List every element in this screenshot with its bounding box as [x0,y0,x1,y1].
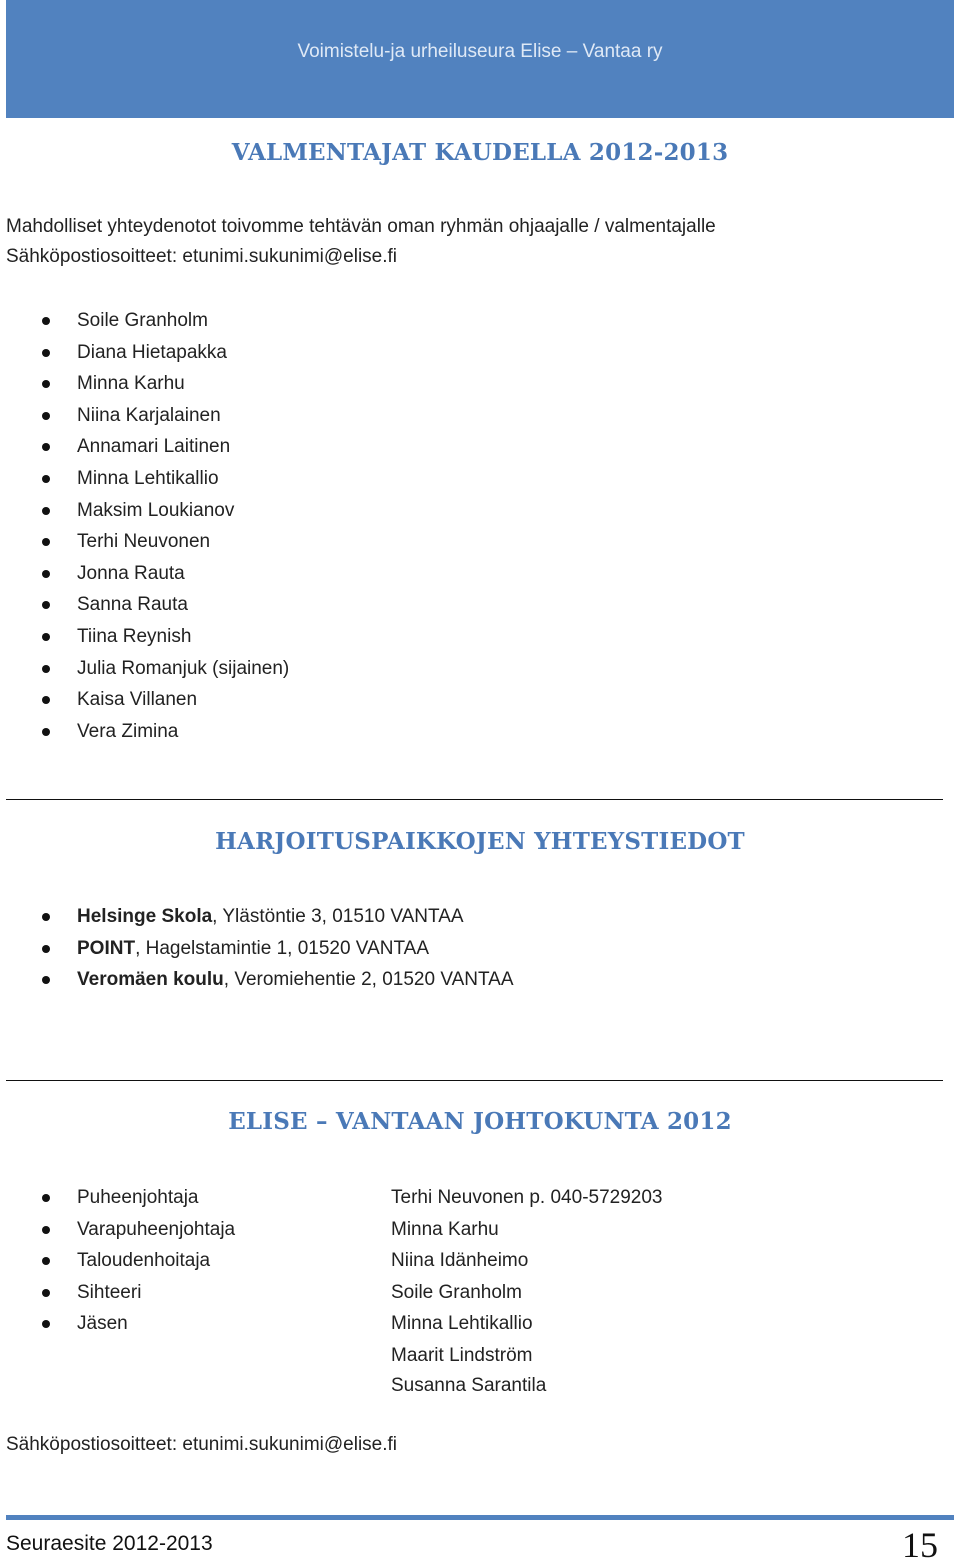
board-role: Varapuheenjohtaja [77,1218,236,1240]
coaches-title: VALMENTAJAT KAUDELLA 2012-2013 [231,139,729,166]
bullet-icon [42,570,50,578]
coach-name: Tiina Reynish [77,625,192,647]
coaches-intro: Mahdolliset yhteydenotot toivomme tehtävän oman ryhmän ohjaajalle / valmentajalle [6,216,716,237]
divider-1 [6,799,943,800]
bullet-icon [42,443,50,451]
board-person: Susanna Sarantila [391,1375,547,1397]
venue-name: Veromäen koulu [77,969,224,991]
coach-name: Jonna Rauta [77,562,185,584]
bullet-icon [42,349,50,357]
bullet-icon [42,412,50,420]
bullet-icon [42,728,50,736]
venue-name: POINT [77,937,136,959]
bullet-icon [42,1194,50,1202]
bullet-icon [42,1257,50,1265]
bullet-icon [42,696,50,704]
divider-2 [6,1080,943,1081]
bullet-icon [42,538,50,546]
coach-name: Julia Romanjuk (sijainen) [77,657,290,679]
bullet-icon [42,317,50,325]
venue-entry [77,933,429,965]
coach-name: Sanna Rauta [77,594,188,616]
bullet-icon [42,601,50,609]
venues-title: HARJOITUSPAIKKOJEN YHTEYSTIEDOT [215,828,745,855]
coach-name: Soile Granholm [77,310,208,331]
bullet-icon [42,1320,50,1328]
bullet-icon [42,507,50,515]
board-person: Maarit Lindström [391,1344,533,1366]
coach-name: Annamari Laitinen [77,436,231,458]
coach-name: Vera Zimina [77,720,179,742]
board-email-note: Sähköpostiosoitteet: etunimi.sukunimi@elise.fi [6,1434,398,1455]
coach-name: Diana Hietapakka [77,341,227,363]
footer-rule [6,1515,954,1520]
venue-address: , Hagelstamintie 1, 01520 VANTAA [135,937,430,959]
board-role: Jäsen [77,1313,128,1335]
venue-address: , Ylästöntie 3, 01510 VANTAA [212,906,464,927]
board-person: Terhi Neuvonen p. 040-5729203 [391,1187,663,1208]
board-role: Puheenjohtaja [77,1187,199,1208]
coach-name: Terhi Neuvonen [77,531,211,553]
board-role: Taloudenhoitaja [77,1250,211,1272]
coach-name: Minna Karhu [77,373,185,395]
venue-entry [77,964,514,996]
venue-name: Helsinge Skola [77,906,213,927]
page-number: 15 [902,1525,938,1565]
coaches-email-note: Sähköpostiosoitteet: etunimi.sukunimi@elise.fi [6,246,398,267]
coach-name: Kaisa Villanen [77,689,198,711]
bullet-icon [42,1289,50,1297]
coach-name: Niina Karjalainen [77,404,221,426]
bullet-icon [42,633,50,641]
board-role: Sihteeri [77,1281,142,1303]
venue-address: , Veromiehentie 2, 01520 VANTAA [223,969,514,991]
header-org-name: Voimistelu-ja urheiluseura Elise – Vantaa ry [297,41,663,62]
board-person: Minna Lehtikallio [391,1313,533,1335]
bullet-icon [42,380,50,388]
board-person: Niina Idänheimo [391,1250,529,1272]
board-title: ELISE – VANTAAN JOHTOKUNTA 2012 [228,1108,732,1135]
venue-entry [77,901,464,933]
bullet-icon [42,665,50,673]
bullet-icon [42,913,50,921]
board-person: Soile Granholm [391,1281,522,1303]
board-person: Minna Karhu [391,1218,499,1240]
footer-title: Seuraesite 2012-2013 [6,1532,213,1555]
bullet-icon [42,1226,50,1234]
bullet-icon [42,945,50,953]
bullet-icon [42,976,50,984]
coach-name: Maksim Loukianov [77,499,235,521]
bullet-icon [42,475,50,483]
coach-name: Minna Lehtikallio [77,467,219,489]
